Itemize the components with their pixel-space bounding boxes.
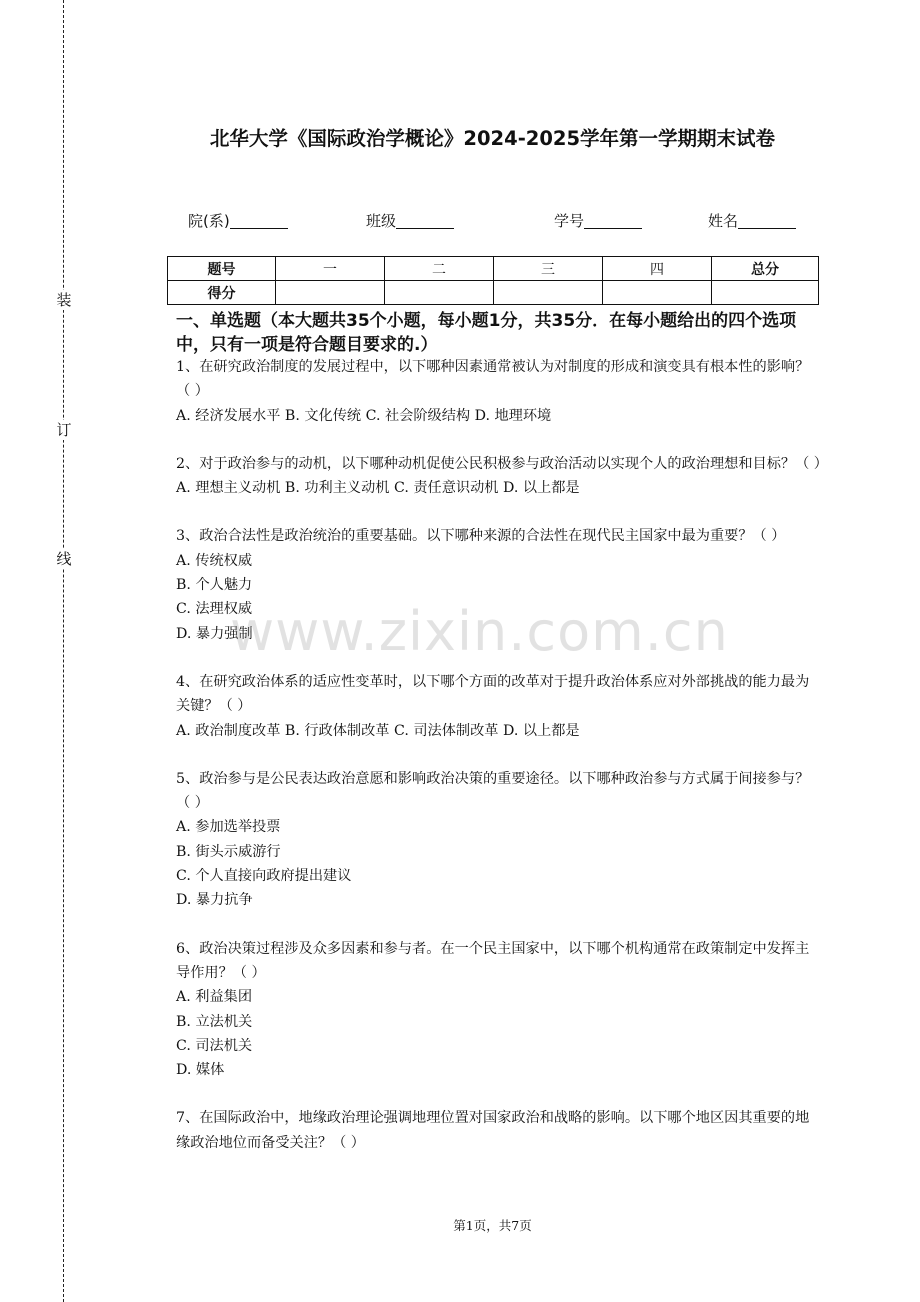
question [176, 1106, 821, 1155]
score-header-cell: 一 [276, 257, 385, 281]
question-stem: 1、在研究政治制度的发展过程中，以下哪种因素通常被认为对制度的形成和演变具有根本性的影响？（ ） [176, 359, 810, 400]
class-field [366, 210, 454, 231]
question-option: A. 传统权威 [176, 552, 253, 569]
question-stem: 5、政治参与是公民表达政治意愿和影响政治决策的重要途径。以下哪种政治参与方式属于间接参与？（ ） [176, 770, 810, 812]
question-option: C. 司法机关 [176, 1037, 253, 1054]
score-cell[interactable] [385, 281, 494, 305]
name-field [708, 210, 796, 231]
question-stem: 4、在研究政治体系的适应性变革时，以下哪个方面的改革对于提升政治体系应对外部挑战的能力最为关键？（ ） [176, 673, 810, 715]
question [176, 767, 821, 913]
question-option: B. 立法机关 [176, 1013, 253, 1030]
question-options: A. 经济发展水平 B. 文化传统 C. 社会阶级结构 D. 地理环境 [176, 407, 552, 424]
score-cell[interactable] [494, 281, 603, 305]
score-cell-total[interactable] [712, 281, 819, 305]
question-option: A. 参加选举投票 [176, 819, 281, 836]
score-cell[interactable] [276, 281, 385, 305]
id-field [554, 210, 642, 231]
question-option: C. 法理权威 [176, 601, 253, 618]
question-option: D. 暴力抗争 [176, 892, 253, 909]
question-list [176, 355, 828, 1179]
question-stem: 7、在国际政治中，地缘政治理论强调地理位置对国家政治和战略的影响。以下哪个地区因其重要的地缘政治地位而备受关注？（ ） [176, 1110, 810, 1151]
question [176, 670, 821, 743]
id-blank[interactable] [584, 212, 642, 229]
id-label: 学号 [554, 212, 585, 230]
question-option: A. 利益集团 [176, 989, 253, 1006]
score-table-header-row [168, 257, 819, 281]
score-header-cell: 四 [603, 257, 712, 281]
class-blank[interactable] [396, 212, 454, 229]
score-row-label: 得分 [168, 281, 276, 305]
score-header-cell: 二 [385, 257, 494, 281]
binding-char-zhuang: 装 [54, 290, 74, 310]
page-footer: 第1页，共7页 [453, 1218, 532, 1233]
question-option: C. 个人直接向政府提出建议 [176, 868, 352, 885]
question [176, 355, 821, 428]
score-header-label: 题号 [168, 257, 276, 281]
score-header-cell: 三 [494, 257, 603, 281]
section-title: 一、单选题（本大题共35个小题，每小题1分，共35分．在每小题给出的四个选项中，只有一项是符合题目要求的.） [176, 311, 797, 355]
watermark: www.zixin.com.cn [230, 600, 729, 663]
question-option: D. 暴力强制 [176, 625, 253, 642]
binding-dashed-line [63, 0, 64, 1302]
question [176, 452, 828, 501]
question-options: A. 理想主义动机 B. 功利主义动机 C. 责任意识动机 D. 以上都是 [176, 480, 580, 497]
question-stem: 3、政治合法性是政治统治的重要基础。以下哪种来源的合法性在现代民主国家中最为重要？（ ） [176, 528, 786, 545]
question [176, 524, 821, 645]
question [176, 937, 821, 1083]
question-stem: 2、对于政治参与的动机，以下哪种动机促使公民积极参与政治活动以实现个人的政治理想和目标？（ ） [176, 455, 828, 472]
question-option: B. 个人魅力 [176, 577, 253, 594]
score-cell[interactable] [603, 281, 712, 305]
dept-field [188, 210, 288, 231]
question-option: B. 街头示威游行 [176, 843, 281, 860]
name-blank[interactable] [738, 212, 796, 229]
dept-label: 院(系) [188, 212, 230, 230]
binding-char-xian: 线 [54, 549, 74, 569]
binding-char-ding: 订 [54, 420, 74, 440]
question-stem: 6、政治决策过程涉及众多因素和参与者。在一个民主国家中，以下哪个机构通常在政策制定中发挥主导作用？（ ） [176, 940, 810, 981]
score-table-score-row [168, 281, 819, 305]
score-table [167, 256, 819, 305]
class-label: 班级 [366, 212, 397, 230]
dept-blank[interactable] [230, 212, 288, 229]
question-options: A. 政治制度改革 B. 行政体制改革 C. 司法体制改革 D. 以上都是 [176, 722, 580, 739]
score-header-total: 总分 [712, 257, 819, 281]
question-option: D. 媒体 [176, 1062, 225, 1079]
name-label: 姓名 [708, 212, 739, 230]
page-title: 北华大学《国际政治学概论》2024-2025学年第一学期期末试卷 [209, 127, 776, 150]
